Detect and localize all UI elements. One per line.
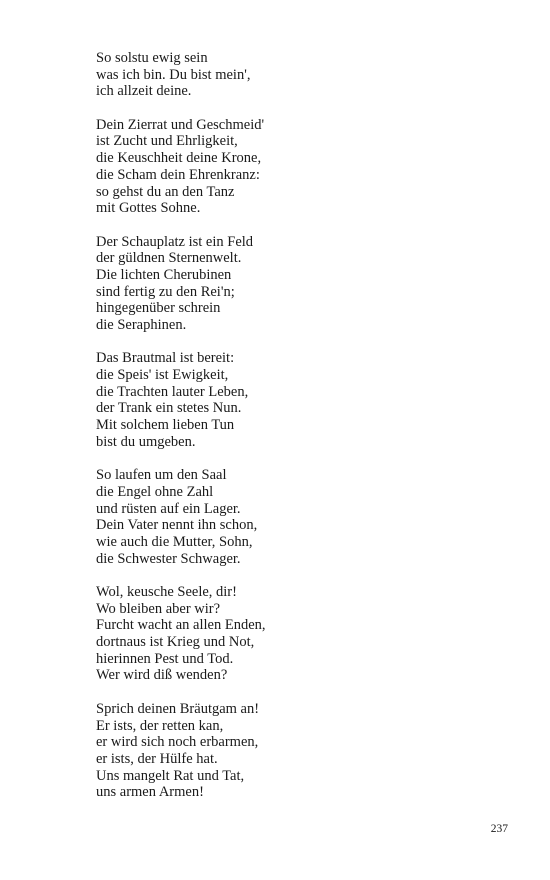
poem-line: So solstu ewig sein [96,50,208,66]
stanza-2 [96,117,496,217]
stanza-7 [96,701,496,801]
poem-line: die Scham dein Ehrenkranz: [96,166,260,183]
poem-line: mit Gottes Sohne. [96,200,201,217]
page-number: 237 [490,823,508,835]
poem-line: die Schwester Schwager. [96,550,241,567]
poem-line: Die lichten Cherubinen [96,266,232,283]
stanza-5 [96,467,496,567]
poem-line: hierinnen Pest und Tod. [96,650,234,667]
poem-line: die Engel ohne Zahl [96,483,214,500]
poem-line: sind fertig zu den Rei'n; [96,283,235,300]
poem-line: die Seraphinen. [96,317,187,333]
stanza-1 [96,50,496,100]
poem-line: was ich bin. Du bist mein', [96,66,251,83]
poem-line: er wird sich noch erbarmen, [96,734,259,751]
poem-line: Wer wird diß wenden? [96,667,228,684]
stanza-4 [96,350,496,450]
poem-line: der güldnen Sternenwelt. [96,250,242,267]
poem-text [96,50,496,818]
poem-line: Sprich deinen Bräutgam an! [96,700,260,717]
poem-line: Das Brautmal ist bereit: [96,350,235,367]
stanza-3 [96,234,496,334]
poem-line: Der Schauplatz ist ein Feld [96,233,254,250]
poem-line: so gehst du an den Tanz [96,183,235,200]
poem-line: Uns mangelt Rat und Tat, [96,767,245,784]
stanza-6 [96,584,496,684]
poem-line: uns armen Armen! [96,784,204,801]
poem-line: Furcht wacht an allen Enden, [96,617,266,634]
poem-line: bist du umgeben. [96,433,196,450]
poem-line: die Trachten lauter Leben, [96,383,249,400]
poem-line: wie auch die Mutter, Sohn, [96,533,253,550]
poem-line: ich allzeit deine. [96,83,192,100]
poem-line: Wo bleiben aber wir? [96,600,221,617]
poem-line: dortnaus ist Krieg und Not, [96,634,255,651]
poem-line: Er ists, der retten kan, [96,717,224,734]
poem-line: und rüsten auf ein Lager. [96,500,241,517]
poem-line: die Keuschheit deine Krone, [96,150,262,167]
poem-line: Mit solchem lieben Tun [96,417,235,434]
poem-line: er ists, der Hülfe hat. [96,750,218,767]
poem-line: ist Zucht und Ehrligkeit, [96,133,238,150]
poem-line: Wol, keusche Seele, dir! [96,584,237,600]
poem-line: hingegenüber schrein [96,300,221,317]
poem-line: Dein Vater nennt ihn schon, [96,517,258,534]
poem-line: Dein Zierrat und Geschmeid' [96,116,265,133]
poem-line: die Speis' ist Ewigkeit, [96,367,229,384]
poem-line: der Trank ein stetes Nun. [96,400,242,417]
poem-line: So laufen um den Saal [96,467,227,484]
